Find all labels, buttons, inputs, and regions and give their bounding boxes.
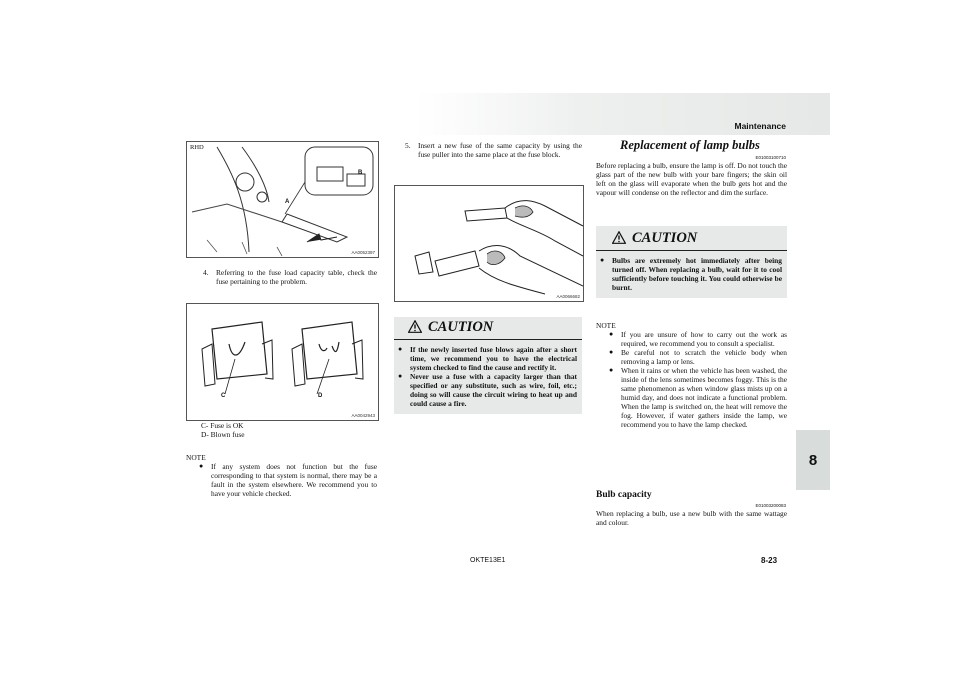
label-c: C [221,393,226,399]
bullet-icon: ● [609,348,614,356]
label-d: D [318,393,323,399]
bullet-icon: ● [609,330,614,338]
caution-item: ● Bulbs are extremely hot immediately after being turned off. When replacing a bulb, wait for it to cool sufficiently before touching it. You could otherwise be burnt. [600,256,782,292]
caution-item: ● Never use a fuse with a capacity larger than that specified or any substitute, such as wire, foil, etc.; doing so will cause the circuit wiring to heat up and could cause a fire. [398,372,577,408]
fuse-block-location-figure [186,141,379,258]
legend-c: C- Fuse is OK [201,421,244,430]
lamp-bulbs-code: E01003100710 [755,155,786,160]
step-number: 5. [405,141,411,150]
bullet-icon: ● [609,366,614,374]
caution-body [596,251,787,298]
lamp-bulbs-title: Replacement of lamp bulbs [620,138,760,152]
step-5 [405,141,582,159]
caution-box-bulbs [596,226,787,298]
right-notes [596,321,787,429]
fuse-puller-figure [394,185,584,302]
caution-item: ● If the newly inserted fuse blows again after a short time, we recommend you to have the electrical system checked to find the cause and rectify it. [398,345,577,372]
fuse-drawing [187,304,378,420]
dashboard-drawing [187,142,378,257]
note-item: ● When it rains or when the vehicle has been washed, the inside of the lens sometimes becomes foggy. This is the same phenomenon as when window glass mists up on a humid day, and does not indicate a functional problem. When the lamp is switched on, the heat will remove the fog. However, if water gathers inside the lamp, we recommend you to have the lamp checked. [609,366,787,429]
callout-b: B [358,170,363,176]
caution-header [394,317,582,340]
step-4 [203,268,377,286]
step-text: Referring to the fuse load capacity table, check the fuse pertaining to the problem. [216,268,377,286]
warning-triangle-icon [612,231,626,244]
chapter-number: 8 [808,452,818,469]
caution-header [596,226,787,251]
bullet-icon: ● [398,372,403,380]
caution-title: CAUTION [632,230,698,246]
bulb-capacity-code: E01003200083 [755,503,786,508]
caution-title: CAUTION [428,319,494,335]
fuse-condition-figure [186,303,379,421]
warning-triangle-icon [408,320,422,333]
rhd-label: RHD [190,144,204,151]
chapter-tab [796,430,830,490]
bulb-capacity-text: When replacing a bulb, use a new bulb with the same wattage and colour. [596,509,787,527]
caution-body [394,340,582,414]
fuse-puller-drawing [395,186,583,301]
legend-d: D- Blown fuse [201,430,245,439]
note-text: If any system does not function but the fuse corresponding to that system is normal, there may be a fault in the system elsewhere. We recommend you to have your vehicle checked. [211,462,377,498]
bullet-icon: ● [199,462,204,470]
page-number: 8-23 [761,556,778,565]
bullet-icon: ● [398,345,403,353]
bulb-capacity-title: Bulb capacity [596,490,652,500]
callout-a: A [285,199,290,205]
step-number: 4. [203,268,209,277]
caution-box-fuse [394,317,582,414]
fuse-legend [201,421,376,439]
left-note [186,453,377,498]
lamp-intro: Before replacing a bulb, ensure the lamp is off. Do not touch the glass part of the new bulb with your bare fingers; the skin oil left on the glass will evaporate when the bulb gets hot and the vapour will condense on the reflector and dim the surface. [596,161,787,197]
note-item: ● Be careful not to scratch the vehicle body when removing a lamp or lens. [609,348,787,366]
bullet-icon: ● [600,256,605,264]
doc-code: OKTE13E1 [470,557,506,564]
step-text: Insert a new fuse of the same capacity by using the fuse puller into the same place at the fuse block. [418,141,582,159]
section-title: Maintenance [734,121,786,131]
note-item: ● If you are unsure of how to carry out the work as required, we recommend you to consult a specialist. [609,330,787,348]
note-title: NOTE [596,321,616,330]
figure-code: AA0042943 [351,413,375,418]
figure-code: AA0066682 [556,294,580,299]
note-title: NOTE [186,453,206,462]
figure-code: AA0052397 [351,250,375,255]
